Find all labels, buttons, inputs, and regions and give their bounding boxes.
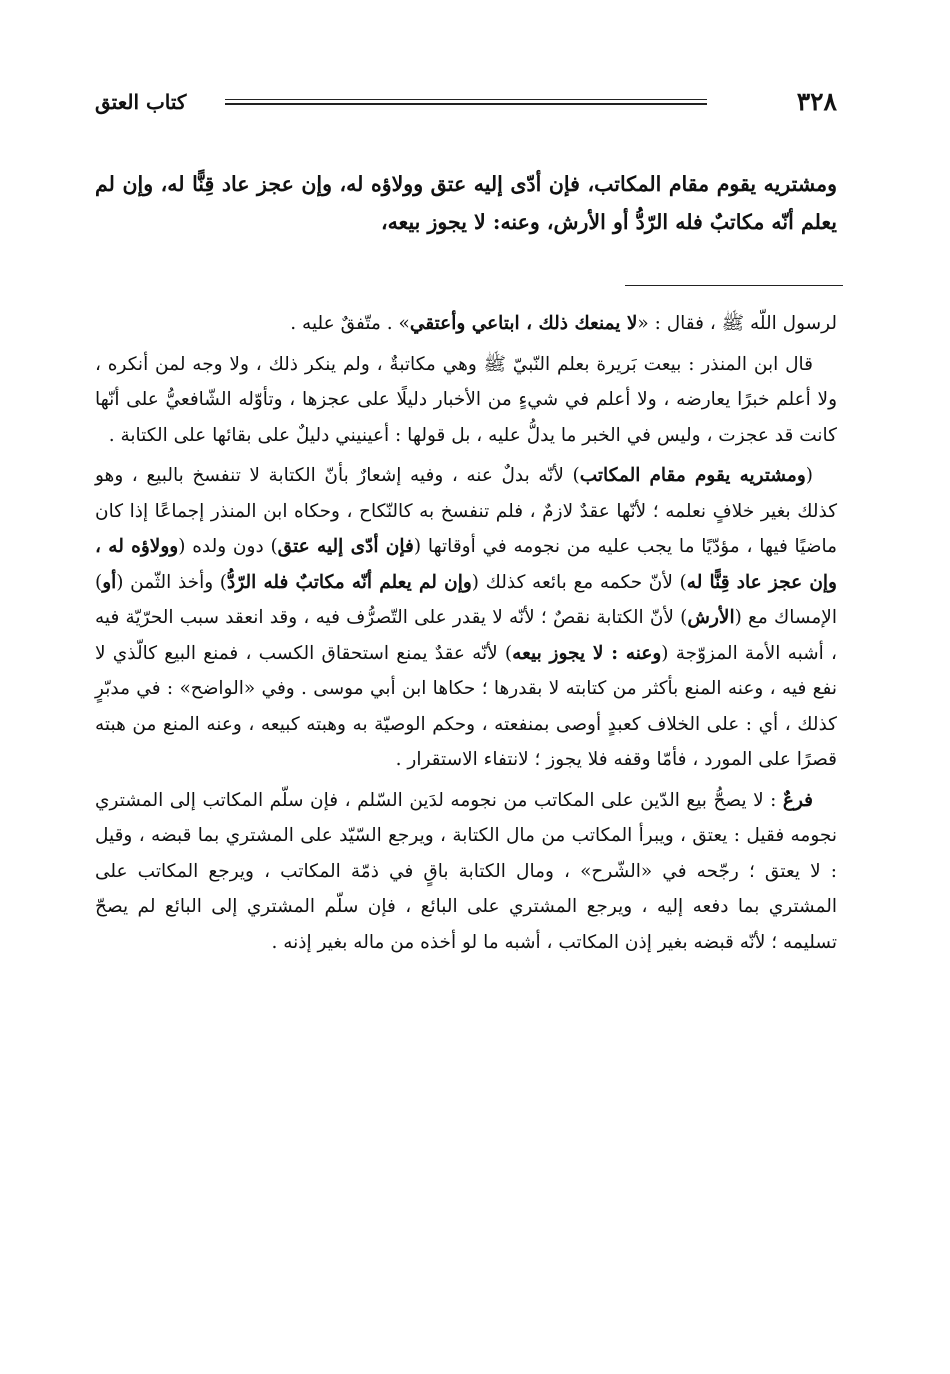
matn-quote: ومشتريه يقوم مقام المكاتب xyxy=(579,465,806,486)
text-run: ) دون ولده ( xyxy=(178,536,278,557)
commentary-paragraph-4 xyxy=(95,783,837,961)
text-run: ) لأنّه عقدٌ يمنع استحقاق الكسب ، فمنع البيع كالّذي لا نفع فيه ، وعنه المنع بأكثر من كتابته لا بقدرها ؛ حكاها ابن أبي موسى . وفي «الواضح» : في مدبّرٍ كذلك ، أي : على الخلاف كعبدٍ أوصى بمنفعته ، وحكم الوصيّة به وهبته كبيعه ، وعنه المنع من هبته قصرًا على المورد ، فأمّا وقفه فلا يجوز ؛ لانتفاء الاستقرار . xyxy=(95,642,837,770)
matn-paragraph: ومشتريه يقوم مقام المكاتب، فإن أدّى إليه عتق وولاؤه له، وإن عجز عاد قِنًّا له، وإن لم يعلم أنّه مكاتبٌ فله الرّدُّ أو الأرش، وعنه: لا يجوز بيعه، xyxy=(95,172,837,234)
page-header xyxy=(95,82,837,122)
text-run: ) الإمساك مع ( xyxy=(95,571,837,628)
commentary-paragraph-2 xyxy=(95,347,837,454)
header-rule xyxy=(225,99,707,105)
running-title: كتاب العتق xyxy=(95,90,187,114)
commentary-separator xyxy=(625,285,843,286)
section-label: فرعٌ xyxy=(782,789,813,811)
commentary-paragraph-1 xyxy=(95,306,837,342)
text-run: ( xyxy=(805,465,813,486)
matn-quote: فإن أدّى إليه عتق xyxy=(277,536,414,557)
matn-quote: الأرش xyxy=(687,607,735,628)
matn-text-block xyxy=(95,165,837,241)
commentary-paragraph-3 xyxy=(95,458,837,778)
matn-quote: وعنه : لا يجوز بيعه xyxy=(512,642,662,664)
text-run: لرسول اللّه ﷺ ، فقال : « xyxy=(637,313,837,334)
text-run: ) لأنّ الكتابة نقصٌ ؛ لأنّه لا يقدر على التّصرُّف فيه ، وقد انعقد سبب الحرّيّة فيه ، أشبه الأمة المزوّجة ( xyxy=(95,607,837,664)
text-run: قال ابن المنذر : بيعت بَريرة بعلم النّبيّ ﷺ وهي مكاتبةٌ ، ولم ينكر ذلك ، ولا وجه لمن أنكره ، ولا أعلم خبرًا يعارضه ، ولا أعلم في شيءٍ من الأخبار دليلًا على عجزها ، وتأوّله الشّافعيُّ على أنّها كانت قد عجزت ، وليس في الخبر ما يدلُّ عليه ، بل قولها : أعينيني دليلٌ على بقائها على الكتابة . xyxy=(95,353,837,446)
text-run: : لا يصحُّ بيع الدّين على المكاتب من نجومه لدَين السّلم ، فإن سلّم المكاتب إلى المشتري نجومه فقيل : يعتق ، ويبرأ المكاتب من مال الكتابة ، ويرجع السّيّد على المشتري بما قبضه ، وقيل : لا يعتق ؛ رجّحه في «الشّرح» ، ومال الكتابة باقٍ في ذمّة المكاتب ، ويرجع المكاتب على المشتري بما دفعه إليه ، ويرجع المشتري على البائع ، فإن سلّم المشتري إلى البائع لم يصحّ تسليمه ؛ لأنّه قبضه بغير إذن المكاتب ، أشبه ما لو أخذه من ماله بغير إذنه . xyxy=(95,789,837,953)
matn-quote: وإن لم يعلم أنّه مكاتبٌ فله الرّدُّ xyxy=(227,571,472,593)
text-run: ) لأنّ حكمه مع بائعه كذلك ( xyxy=(471,571,687,593)
hadith-quote: لا يمنعك ذلك ، ابتاعي وأعتقي xyxy=(409,313,638,334)
text-run: ) وأخذ الثّمن ( xyxy=(116,571,228,593)
page-number: ٣٢٨ xyxy=(796,87,837,116)
text-run: ) لأنّه بدلٌ عنه ، وفيه إشعارٌ بأنّ الكتابة لا تنفسخ بالبيع ، وهو كذلك بغير خلافٍ نعلمه ؛ لأنّها عقدٌ لازمٌ ، فلم تنفسخ به كالنّكاح ، وحكاه ابن المنذر إجماعًا إذا كان ماضيًا فيها ، مؤدّيًا ما يجب عليه من نجومه في أوقاتها ( xyxy=(95,465,838,557)
commentary-block xyxy=(95,306,837,965)
matn-quote: وولاؤه له ، وإن عجز عاد قِنًّا له xyxy=(95,536,837,593)
matn-quote: أو xyxy=(102,571,117,593)
text-run: » . متّفقٌ عليه . xyxy=(290,313,410,334)
